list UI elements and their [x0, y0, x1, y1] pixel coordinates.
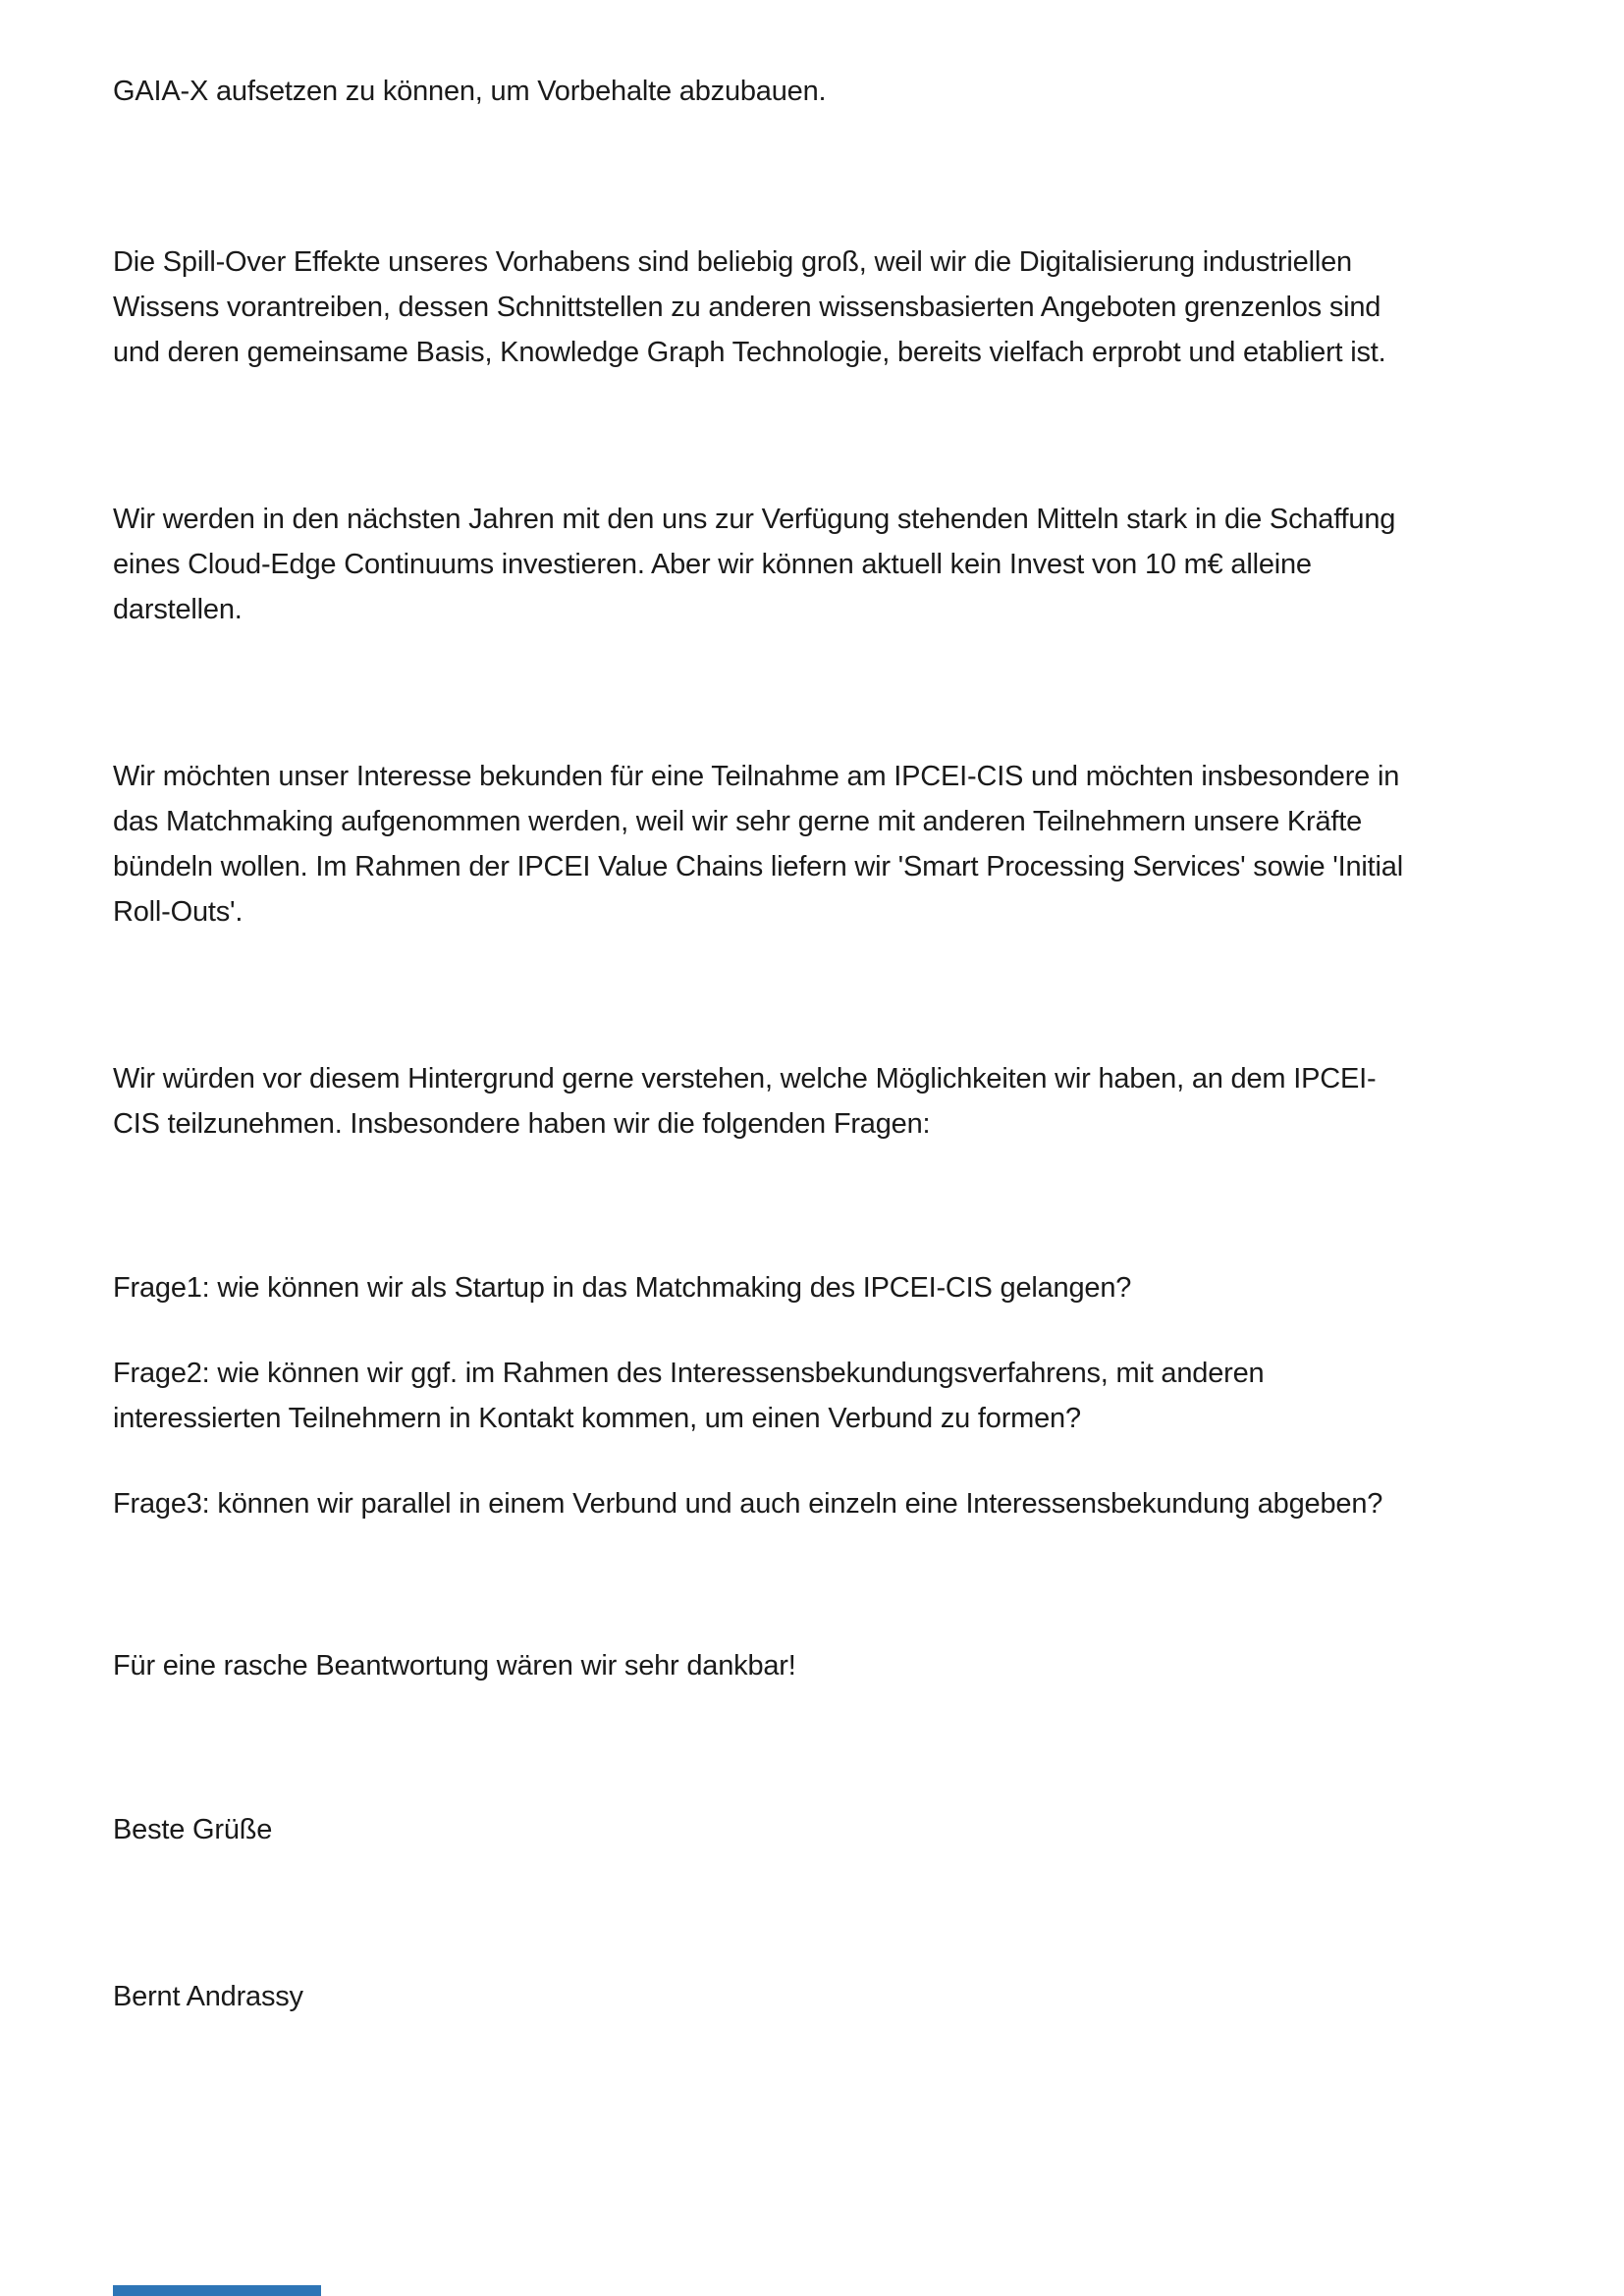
text-line: darstellen.	[113, 594, 243, 625]
text-line: Für eine rasche Beantwortung wären wir sehr dankbar!	[113, 1650, 796, 1682]
text-line: Wissens vorantreiben, dessen Schnittstellen zu anderen wissensbasierten Angeboten grenzenlos sind	[113, 292, 1381, 323]
paragraph-spill-over	[113, 240, 1545, 375]
text-line: eines Cloud-Edge Continuums investieren. Aber wir können aktuell kein Invest von 10 m€ alleine	[113, 549, 1312, 580]
paragraph-frage2	[113, 1351, 1545, 1441]
text-line: Frage3: können wir parallel in einem Verbund und auch einzeln eine Interessensbekundung abgeben?	[113, 1488, 1383, 1520]
paragraph-frage1	[113, 1265, 1545, 1310]
paragraph-interesse	[113, 754, 1545, 934]
text-line: Wir möchten unser Interesse bekunden für eine Teilnahme am IPCEI-CIS und möchten insbesondere in	[113, 761, 1400, 792]
text-line: CIS teilzunehmen. Insbesondere haben wir die folgenden Fragen:	[113, 1108, 931, 1140]
paragraph-dank	[113, 1643, 1545, 1688]
signature-name: Bernt Andrassy	[113, 1981, 303, 2012]
paragraph-frage3	[113, 1481, 1545, 1526]
text-line: Roll-Outs'.	[113, 896, 244, 928]
text-line: Frage2: wie können wir ggf. im Rahmen des Interessensbekundungsverfahrens, mit anderen	[113, 1358, 1265, 1389]
text-line: Die Spill-Over Effekte unseres Vorhabens sind beliebig groß, weil wir die Digitalisierung industriellen	[113, 246, 1352, 278]
text-line: GAIA-X aufsetzen zu können, um Vorbehalte abzubauen.	[113, 76, 827, 107]
text-line: interessierten Teilnehmern in Kontakt kommen, um einen Verbund zu formen?	[113, 1403, 1081, 1434]
paragraph-intro-fragment	[113, 69, 1545, 114]
text-line: Wir werden in den nächsten Jahren mit den uns zur Verfügung stehenden Mitteln stark in die Schaffung	[113, 504, 1396, 535]
clipped-table-border-fragment	[113, 2285, 321, 2296]
document-body	[113, 69, 1545, 2019]
paragraph-gruss	[113, 1807, 1545, 1852]
text-line: und deren gemeinsame Basis, Knowledge Graph Technologie, bereits vielfach erprobt und etabliert ist.	[113, 337, 1386, 368]
paragraph-invest	[113, 497, 1545, 632]
paragraph-hintergrund	[113, 1056, 1545, 1147]
text-line: das Matchmaking aufgenommen werden, weil wir sehr gerne mit anderen Teilnehmern unsere Kräfte	[113, 806, 1363, 837]
text-line: Beste Grüße	[113, 1814, 273, 1845]
text-line: Frage1: wie können wir als Startup in das Matchmaking des IPCEI-CIS gelangen?	[113, 1272, 1132, 1304]
paragraph-signature	[113, 1974, 1545, 2019]
text-line: bündeln wollen. Im Rahmen der IPCEI Value Chains liefern wir 'Smart Processing Services' sowie 'Initial	[113, 851, 1403, 882]
text-line: Wir würden vor diesem Hintergrund gerne verstehen, welche Möglichkeiten wir haben, an dem IPCEI-	[113, 1063, 1377, 1095]
